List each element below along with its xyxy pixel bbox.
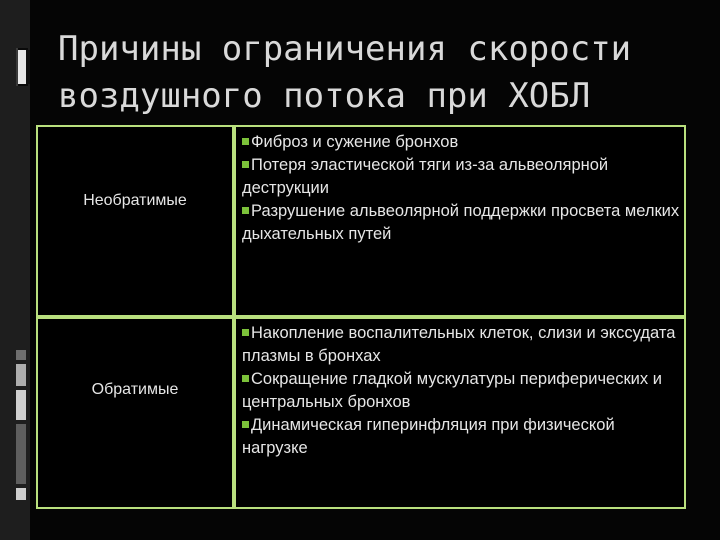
list-item — [242, 414, 682, 460]
square-bullet-icon — [242, 329, 249, 336]
decor-stripe — [16, 390, 26, 420]
irreversible-causes-list — [242, 131, 682, 246]
decor-block-dark — [26, 50, 30, 84]
list-item-text: Накопление воспалительных клеток, слизи и экссудата плазмы в бронхах — [242, 324, 676, 365]
square-bullet-icon — [242, 421, 249, 428]
reversible-causes-list — [242, 322, 682, 460]
row-label-irreversible: Необратимые — [83, 192, 187, 209]
list-item — [242, 200, 682, 246]
list-item-text: Сокращение гладкой мускулатуры периферических и центральных бронхов — [242, 370, 662, 411]
decor-stripe — [16, 350, 26, 360]
list-item-text: Динамическая гиперинфляция при физической нагрузке — [242, 416, 615, 457]
list-item — [242, 154, 682, 200]
row-label-reversible: Обратимые — [91, 381, 179, 398]
table-cell — [36, 317, 234, 509]
square-bullet-icon — [242, 375, 249, 382]
list-item-text: Фиброз и сужение бронхов — [251, 133, 459, 151]
list-item-text: Разрушение альвеолярной поддержки просвета мелких дыхательных путей — [242, 202, 680, 243]
table-cell — [36, 125, 234, 317]
slide-title: Причины ограничения скорости воздушного потока при ХОБЛ — [58, 29, 632, 116]
square-bullet-icon — [242, 207, 249, 214]
list-item — [242, 368, 682, 414]
decor-stripe — [16, 424, 26, 484]
decor-stripe — [16, 488, 26, 500]
list-item — [242, 322, 682, 368]
square-bullet-icon — [242, 161, 249, 168]
causes-table — [36, 125, 686, 509]
decor-stripe — [16, 364, 26, 386]
list-item — [242, 131, 682, 154]
square-bullet-icon — [242, 138, 249, 145]
decor-block-white — [18, 50, 26, 84]
list-item-text: Потеря эластической тяги из-за альвеолярной деструкции — [242, 156, 609, 197]
